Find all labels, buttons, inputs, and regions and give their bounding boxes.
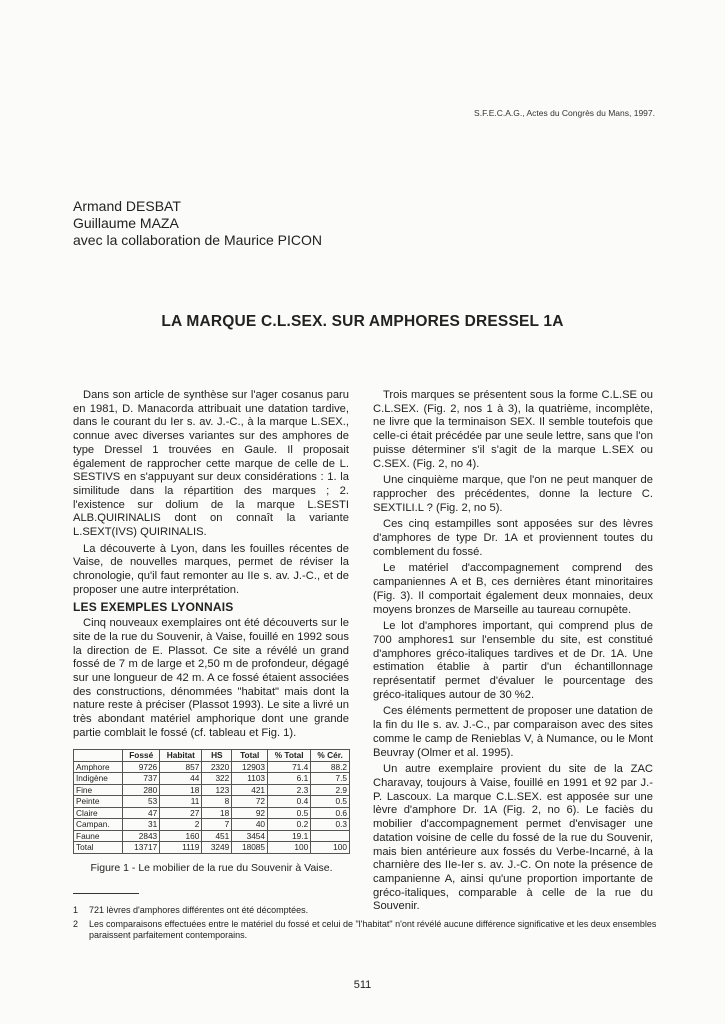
table-header-cell: Total [232,750,268,762]
paragraph: Trois marques se présentent sous la forme C.L.SE ou C.L.SEX. (Fig. 2, nos 1 à 3), la quatrième, incomplète, ne livre que la terminaison SEX. Il semble toutefois que celle-ci était précédée par une seule lettre, sans que l'on puisse déterminer s'il s'agit de la marque L.SEX ou C.SEX. (Fig. 2, no 4). [373,389,653,470]
article-title: LA MARQUE C.L.SEX. SUR AMPHORES DRESSEL 1A [161,313,564,330]
table-cell: 3454 [232,830,268,842]
paragraph: Ces cinq estampilles sont apposées sur des lèvres d'amphores de type Dr. 1A et proviennent toutes du comblement du fossé. [373,518,653,558]
table-row-label: Fine [74,784,123,796]
table-cell: 857 [160,761,202,773]
author-name: Guillaume MAZA [73,215,179,231]
table-row-label: Peinte [74,796,123,808]
table-cell: 100 [311,842,350,854]
table-cell: 6.1 [268,773,311,785]
data-table [73,749,350,854]
paragraph: La découverte à Lyon, dans les fouilles récentes de Vaise, de nouvelles marques, permet de réviser la chronologie, qu'il faut remonter au IIe s. av. J.-C., et de proposer une autre interprétation. [73,542,349,596]
table-cell: 19.1 [268,830,311,842]
table-cell: 421 [232,784,268,796]
table-cell: 2.9 [311,784,350,796]
table-cell: 13717 [123,842,160,854]
table-row [74,784,350,796]
table-cell: 322 [202,773,232,785]
footnote-number: 2 [73,918,79,929]
table-cell: 100 [268,842,311,854]
page-number: 511 [353,979,372,991]
table-cell: 7.5 [311,773,350,785]
footnote-divider [73,893,139,894]
table-cell: 9726 [123,761,160,773]
paragraph: Dans son article de synthèse sur l'ager cosanus paru en 1981, D. Manacorda attribuait une datation tardive, dans le courant du Ier s. av. J.-C., à la marque L.SEX., connue avec diverses variantes sur des amphores de type Dressel 1 trouvées en Gaule. Il proposait également de rapprocher cette marque de celle de L. SESTIVS en s'appuyant sur deux considérations : 1. la similitude dans la répartition des marques ; 2. l'existence sur dolium de la marque L.SESTI ALB.QUIRINALIS dont on connaît la variante L.SEXT(IVS) QUIRINALIS. [73,389,349,539]
footnote [73,919,658,942]
table-cell: 27 [160,807,202,819]
table-header-cell: % Total [268,750,311,762]
table-cell: 40 [232,819,268,831]
table-row-label: Total [74,842,123,854]
paragraph: Le lot d'amphores important, qui comprend plus de 700 amphores1 sur l'ensemble du site, est constitué d'amphores gréco-italiques tardives et de Dr. 1A. Une estimation établie à partir d'un échantillonnage représentatif permet d'évaluer le pourcentage des gréco-italiques autour de 30 %2. [373,620,653,701]
table-cell: 92 [232,807,268,819]
footnote-number: 1 [73,905,79,915]
paragraph: Cinq nouveaux exemplaires ont été découverts sur le site de la rue du Souvenir, à Vaise, fouillé en 1992 sous la direction de E. Plassot. Ce site a révélé un grand fossé de 7 m de large et 2,50 m de profondeur, dégagé sur une longueur de 42 m. A ce fossé étaient associées des constructions, dénommées "habitat" mais dont la nature reste à préciser (Plassot 1993). Le site a livré un très abondant matériel amphorique dont une grande partie comblait le fossé (cf. tableau et Fig. 1). [73,617,349,739]
right-column [373,389,653,914]
table-row-label: Indigène [74,773,123,785]
footnotes [73,905,658,944]
table-cell: 0.6 [311,807,350,819]
left-column [73,389,349,741]
table-cell: 123 [202,784,232,796]
table-cell: 1103 [232,773,268,785]
table-cell: 11 [160,796,202,808]
table-cell: 2843 [123,830,160,842]
table-cell: 2320 [202,761,232,773]
table-row-label: Amphore [74,761,123,773]
table-row [74,830,350,842]
figure-caption: Figure 1 - Le mobilier de la rue du Souvenir à Vaise. [90,862,333,874]
table-cell: 8 [202,796,232,808]
table-row-label: Faune [74,830,123,842]
table-cell: 31 [123,819,160,831]
table-cell: 0.3 [311,819,350,831]
table-row [74,842,350,854]
table-cell: 0.5 [268,807,311,819]
table-cell: 3249 [202,842,232,854]
section-heading: LES EXEMPLES LYONNAIS [73,599,234,614]
table-cell: 12903 [232,761,268,773]
table-cell: 18 [160,784,202,796]
table-row [74,819,350,831]
table-body [74,761,350,853]
author-name: Armand DESBAT [73,198,181,214]
table-header-cell [74,750,123,762]
author-collaboration: avec la collaboration de Maurice PICON [73,232,323,248]
table-cell: 44 [160,773,202,785]
running-header: S.F.E.C.A.G., Actes du Congrès du Mans, 1997. [474,108,655,118]
table-header-cell: HS [202,750,232,762]
table-header-cell: % Cér. [311,750,350,762]
table-cell: 2.3 [268,784,311,796]
footnote-text: Les comparaisons effectuées entre le matériel du fossé et celui de "l'habitat" n'ont révélé aucune différence significative et les deux ensembles paraissent parfaitement contemporains. [89,918,657,940]
table-header-row [74,750,350,762]
paragraph: Ces éléments permettent de proposer une datation de la fin du IIe s. av. J.-C., par comparaison avec des sites comme le camp de Renieblas V, à Numance, ou le Mont Beuvray (Olmer et al. 1995). [373,705,653,759]
table-cell: 737 [123,773,160,785]
table-cell: 0.4 [268,796,311,808]
table-cell: 88.2 [311,761,350,773]
table-header-cell: Habitat [160,750,202,762]
table-cell: 160 [160,830,202,842]
table-row [74,773,350,785]
table-cell: 451 [202,830,232,842]
table-row [74,761,350,773]
table-row [74,807,350,819]
footnote [73,905,658,917]
table-cell: 0.2 [268,819,311,831]
table-cell: 53 [123,796,160,808]
table-row-label: Claire [74,807,123,819]
table-cell: 72 [232,796,268,808]
paragraph: Le matériel d'accompagnement comprend des campaniennes A et B, ces dernières étant minoritaires (Fig. 3). Il comportait également deux monnaies, deux moyens bronzes de Marseille au taureau cornupète. [373,562,653,616]
table-header-cell: Fossé [123,750,160,762]
author-block [73,198,322,249]
table-cell: 0.5 [311,796,350,808]
paragraph: Une cinquième marque, que l'on ne peut manquer de rapprocher des précédentes, donne la lecture C. SEXTILI.L ? (Fig. 2, no 5). [373,474,653,514]
table-cell [311,830,350,842]
table-cell: 2 [160,819,202,831]
table-cell: 47 [123,807,160,819]
table-cell: 71.4 [268,761,311,773]
table-cell: 7 [202,819,232,831]
footnote-text: 721 lèvres d'amphores différentes ont été décomptées. [89,905,309,915]
table-cell: 18085 [232,842,268,854]
paragraph: Un autre exemplaire provient du site de la ZAC Charavay, toujours à Vaise, fouillé en 1991 et 92 par J.-P. Lascoux. La marque C.L.SEX. est apposée sur une lèvre d'amphore Dr. 1A (Fig. 2, no 6). Le faciès du mobilier d'accompagnement permet d'envisager une datation voisine de celle du fossé de la rue du Souvenir, mais bien antérieure aux fossés du Verbe-Incarné, à la charnière des IIe-Ier s. av. J.-C. On note la présence de campanienne A, ainsi qu'une proportion importante de gréco-italiques, comparable à celle de la rue du Souvenir. [373,763,653,913]
table-cell: 18 [202,807,232,819]
table-cell: 280 [123,784,160,796]
table-row-label: Campan. [74,819,123,831]
table-cell: 1119 [160,842,202,854]
table-row [74,796,350,808]
